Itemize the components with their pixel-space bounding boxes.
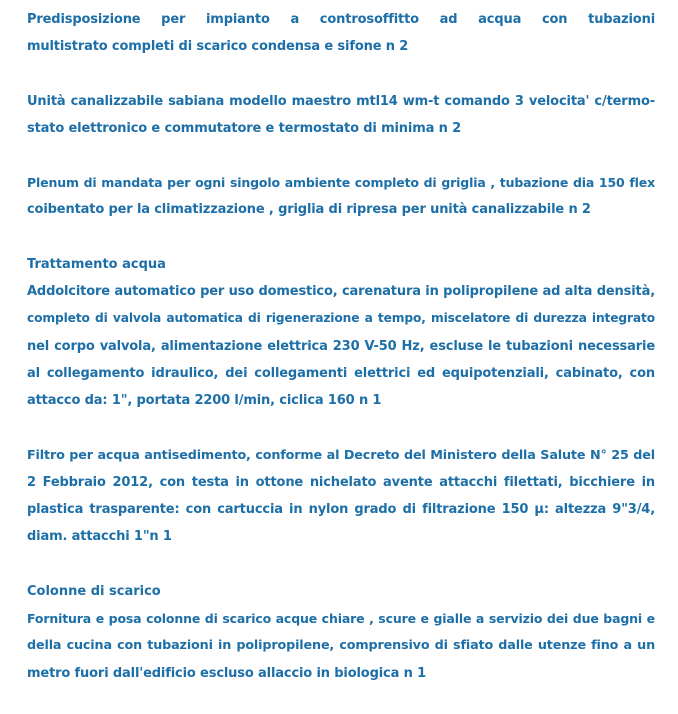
text-line: nel corpo valvola, alimentazione elettrica 230 V-50 Hz, escluse le tubazioni necessarie bbox=[27, 338, 655, 354]
text-line: diam. attacchi 1"n 1 bbox=[27, 529, 172, 545]
section-heading: Trattamento acqua bbox=[27, 256, 166, 272]
paragraph-filtro bbox=[27, 442, 655, 551]
section-heading: Colonne di scarico bbox=[27, 583, 161, 599]
text-line: Fornitura e posa colonne di scarico acque chiare , scure e gialle a servizio dei due bagni e bbox=[27, 611, 655, 627]
text-line: attacco da: 1", portata 2200 l/min, ciclica 160 n 1 bbox=[27, 393, 382, 409]
text-line: metro fuori dall'edificio escluso allaccio in biologica n 1 bbox=[27, 665, 426, 681]
paragraph-unita-canalizzabile bbox=[27, 88, 655, 143]
text-line: plastica trasparente: con cartuccia in nylon grado di filtrazione 150 μ: altezza 9"3/4, bbox=[27, 502, 655, 518]
paragraph-trattamento-acqua bbox=[27, 251, 655, 415]
paragraph-plenum bbox=[27, 169, 655, 224]
text-line: multistrato completi di scarico condensa e sifone n 2 bbox=[27, 39, 409, 55]
paragraph-controsoffitto bbox=[27, 6, 655, 61]
document-body bbox=[27, 6, 655, 714]
text-line: Addolcitore automatico per uso domestico, carenatura in polipropilene ad alta densità, bbox=[27, 284, 655, 300]
text-line: 2 Febbraio 2012, con testa in ottone nichelato avente attacchi filettati, bicchiere in bbox=[27, 474, 655, 490]
text-line: Plenum di mandata per ogni singolo ambiente completo di griglia , tubazione dia 150 flex bbox=[27, 175, 655, 191]
text-line: stato elettronico e commutatore e termostato di minima n 2 bbox=[27, 120, 461, 136]
text-line: Predisposizione per impianto a controsoffitto ad acqua con tubazioni bbox=[27, 12, 655, 27]
text-line: completo di valvola automatica di rigenerazione a tempo, miscelatore di durezza integrato bbox=[27, 311, 655, 326]
text-line: della cucina con tubazioni in polipropilene, comprensivo di sfiato dalle utenze fino a un bbox=[27, 638, 655, 654]
text-line: al collegamento idraulico, dei collegamenti elettrici ed equipotenziali, cabinato, con bbox=[27, 365, 655, 381]
text-line: coibentato per la climatizzazione , griglia di ripresa per unità canalizzabile n 2 bbox=[27, 202, 591, 218]
text-line: Filtro per acqua antisedimento, conforme al Decreto del Ministero della Salute N° 25 del bbox=[27, 447, 655, 463]
paragraph-colonne-scarico bbox=[27, 578, 655, 687]
text-line: Unità canalizzabile sabiana modello maestro mtl14 wm-t comando 3 velocita' c/termo- bbox=[27, 93, 655, 109]
